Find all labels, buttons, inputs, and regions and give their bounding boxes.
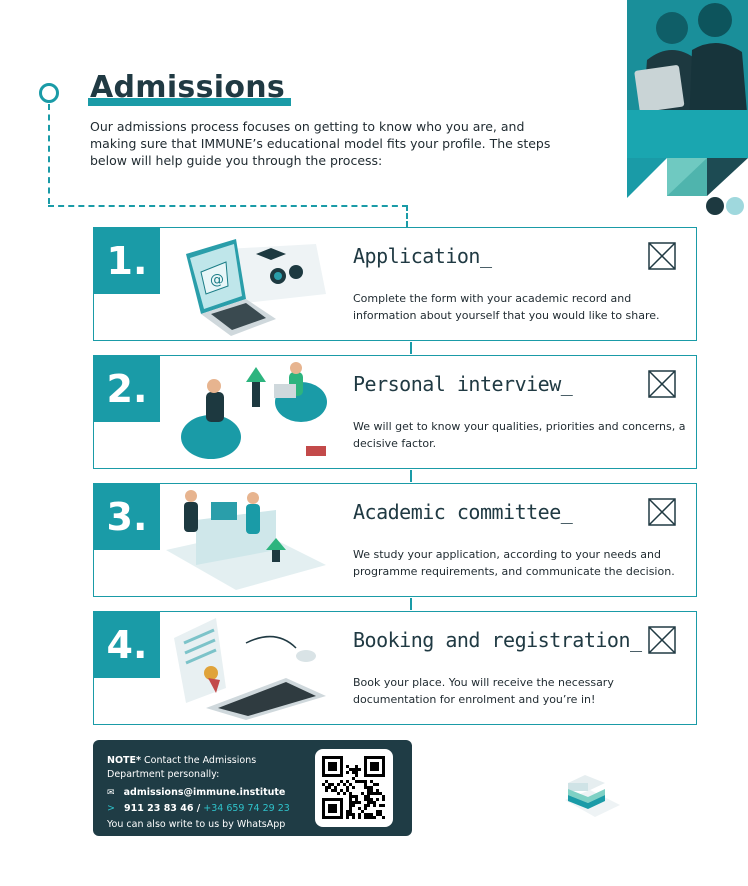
- step-personal-interview: [93, 355, 697, 469]
- contact-note: [93, 740, 412, 836]
- note-intro: Contact the Admissions Department personally:: [107, 755, 257, 780]
- step-description: Book your place. You will receive the necessary documentation for enrolment and you’re in!: [353, 676, 614, 706]
- note-text: [107, 754, 307, 832]
- step-description: We will get to know your qualities, priorities and concerns, a decisive factor.: [353, 420, 686, 450]
- step-title: Booking and registration_: [353, 628, 642, 652]
- committee-illustration: [166, 490, 346, 592]
- timeline-start-dot: [39, 83, 59, 103]
- note-label: NOTE*: [107, 755, 141, 766]
- laptop-email-illustration: [166, 234, 346, 336]
- email-link[interactable]: admissions@immune.institute: [123, 787, 286, 798]
- timeline-line: [48, 104, 50, 204]
- whatsapp-text: You can also write to us by WhatsApp: [107, 819, 286, 830]
- certificate-keyboard-illustration: [166, 618, 346, 720]
- checkbox-icon: [648, 498, 676, 526]
- step-title: Academic committee_: [353, 500, 573, 524]
- phone-main[interactable]: 911 23 83 46 /: [124, 803, 201, 814]
- step-title: Personal interview_: [353, 372, 573, 396]
- students-photo: [627, 0, 748, 158]
- step-number: 3.: [94, 484, 160, 550]
- step-connector: [410, 598, 412, 610]
- decorative-stack-icon: [560, 765, 630, 825]
- step-description: We study your application, according to your needs and programme requirements, and communicate the decision.: [353, 548, 675, 578]
- step-connector: [410, 470, 412, 482]
- step-academic-committee: [93, 483, 697, 597]
- arrow-icon: >: [107, 803, 115, 814]
- checkbox-icon: [648, 626, 676, 654]
- qr-code[interactable]: [315, 749, 393, 827]
- timeline-line: [48, 205, 408, 207]
- step-connector: [410, 342, 412, 354]
- step-number: 2.: [94, 356, 160, 422]
- mail-icon: ✉: [107, 788, 115, 798]
- intro-text: Our admissions process focuses on getting to know who you are, and making sure that IMMUNE’s educational model fits your profile. The steps below will help guide you through the process:: [90, 119, 551, 168]
- decorative-tiles: [627, 158, 748, 218]
- step-number: 4.: [94, 612, 160, 678]
- phone-whatsapp[interactable]: +34 659 74 29 23: [203, 803, 290, 814]
- step-description: Complete the form with your academic record and information about yourself that you would like to share.: [353, 292, 660, 322]
- svg-text:@: @: [210, 272, 224, 288]
- timeline-line: [406, 205, 408, 227]
- step-application: [93, 227, 697, 341]
- page-title: Admissions: [90, 70, 286, 105]
- step-title: Application_: [353, 244, 492, 268]
- checkbox-icon: [648, 242, 676, 270]
- step-number: 1.: [94, 228, 160, 294]
- checkbox-icon: [648, 370, 676, 398]
- step-booking-registration: [93, 611, 697, 725]
- interview-illustration: [166, 362, 346, 464]
